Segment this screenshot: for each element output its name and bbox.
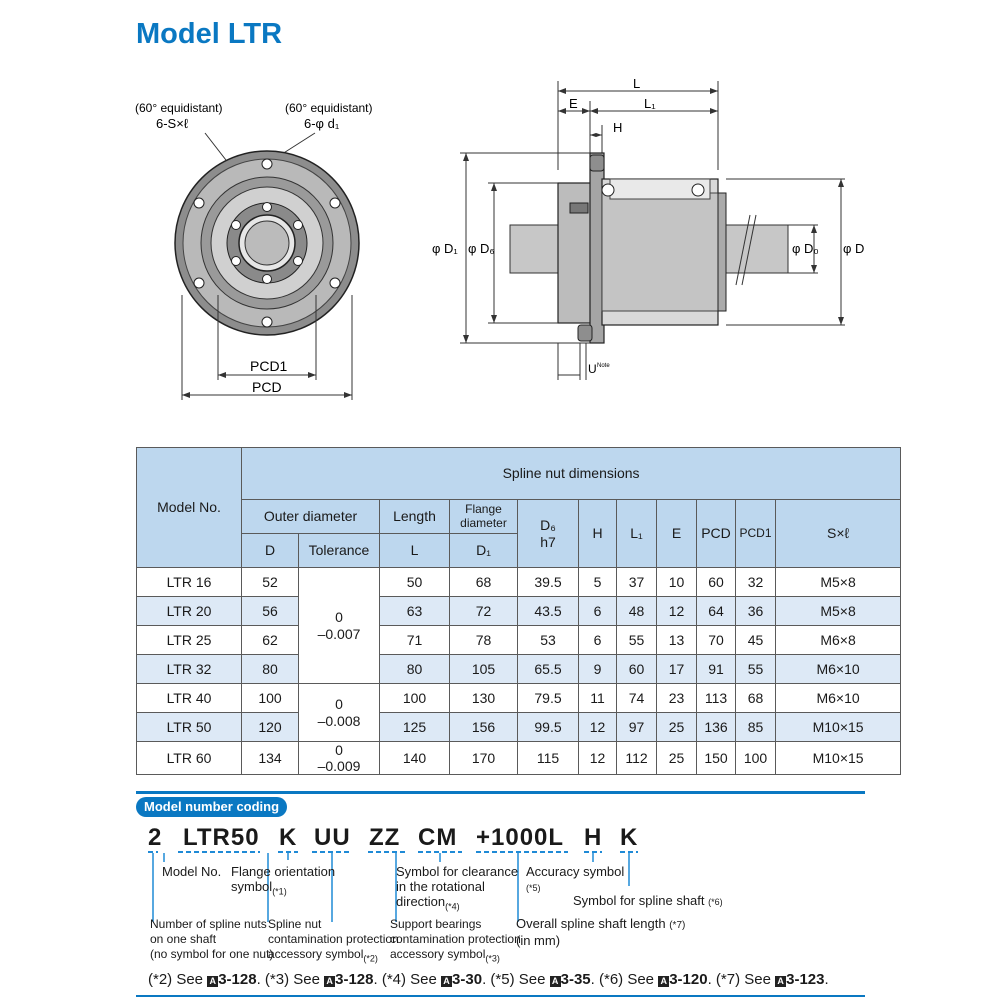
caption-num-line2: on one shaft bbox=[150, 932, 217, 946]
cell-d1: 105 bbox=[450, 655, 518, 684]
cell-e: 23 bbox=[657, 684, 697, 713]
header-d6-h7 bbox=[518, 500, 579, 568]
cell-l1: 55 bbox=[617, 626, 657, 655]
caption-clear-line1: Symbol for clearance bbox=[396, 864, 519, 879]
header-d6: D₆ bbox=[540, 517, 556, 534]
table-row bbox=[137, 626, 901, 655]
cell-d6: 53 bbox=[518, 626, 579, 655]
front-label-left-2: 6-S×ℓ bbox=[156, 116, 189, 131]
table-row bbox=[137, 655, 901, 684]
footnote-sep: . bbox=[707, 971, 716, 988]
caption-clearance bbox=[396, 864, 518, 915]
footnote-page-link[interactable]: 3-30 bbox=[452, 971, 483, 988]
cell-l: 71 bbox=[380, 626, 450, 655]
cell-h: 6 bbox=[579, 626, 617, 655]
cell-h: 5 bbox=[579, 568, 617, 597]
footnote-page-link[interactable]: 3-128 bbox=[335, 971, 374, 988]
caption-flange-ref: (*1) bbox=[272, 886, 287, 897]
header-length: Length bbox=[380, 500, 450, 534]
caption-len-line1: Overall spline shaft length bbox=[516, 916, 666, 931]
cell-l1: 97 bbox=[617, 713, 657, 742]
caption-flange-orientation bbox=[231, 864, 335, 900]
cell-d: 80 bbox=[242, 655, 299, 684]
cell-pcd: 113 bbox=[697, 684, 736, 713]
front-label-right-1: (60° equidistant) bbox=[285, 101, 373, 115]
header-outer-diameter: Outer diameter bbox=[242, 500, 380, 534]
caption-len-ref: (*7) bbox=[669, 920, 686, 931]
bottom-divider bbox=[136, 995, 865, 997]
caption-cont-line2: contamination protection bbox=[268, 932, 399, 946]
cell-sxl: M6×10 bbox=[776, 684, 901, 713]
cell-d6: 79.5 bbox=[518, 684, 579, 713]
cell-model: LTR 16 bbox=[137, 568, 242, 597]
cell-pcd: 64 bbox=[697, 597, 736, 626]
cell-d6: 115 bbox=[518, 742, 579, 775]
front-label-left-1: (60° equidistant) bbox=[135, 101, 223, 115]
caption-shaft-ref: (*6) bbox=[708, 897, 723, 907]
cell-l: 80 bbox=[380, 655, 450, 684]
code-segment: H bbox=[584, 824, 603, 851]
footnote-sep: . bbox=[824, 971, 829, 988]
caption-sup-line3: accessory symbol bbox=[390, 947, 486, 961]
page-title: Model LTR bbox=[136, 18, 283, 50]
cell-sxl: M10×15 bbox=[776, 742, 901, 775]
header-h7: h7 bbox=[540, 533, 556, 550]
caption-shaft-length bbox=[516, 916, 685, 948]
cell-l1: 74 bbox=[617, 684, 657, 713]
cell-sxl: M6×8 bbox=[776, 626, 901, 655]
cell-l1: 37 bbox=[617, 568, 657, 597]
caption-accuracy bbox=[526, 864, 624, 896]
front-label-right-2: 6-φ d₁ bbox=[304, 116, 340, 131]
caption-shaft-symbol bbox=[573, 893, 723, 910]
cell-d: 56 bbox=[242, 597, 299, 626]
header-e: E bbox=[657, 500, 697, 568]
catalog-a-icon: A bbox=[658, 976, 669, 987]
cell-l: 100 bbox=[380, 684, 450, 713]
cell-d1: 170 bbox=[450, 742, 518, 775]
cell-l: 140 bbox=[380, 742, 450, 775]
cell-h: 6 bbox=[579, 597, 617, 626]
caption-clear-line3: direction bbox=[396, 894, 446, 909]
caption-clear-line2: in the rotational bbox=[396, 879, 485, 894]
dim-H: H bbox=[613, 120, 623, 135]
caption-acc-ref: (*5) bbox=[526, 883, 541, 893]
cell-pcd1: 45 bbox=[736, 626, 776, 655]
table-body bbox=[137, 568, 901, 775]
cell-h: 11 bbox=[579, 684, 617, 713]
caption-sup-line1: Support bearings bbox=[390, 917, 482, 931]
cell-l1: 48 bbox=[617, 597, 657, 626]
caption-number-of-nuts bbox=[150, 917, 273, 962]
catalog-a-icon: A bbox=[324, 976, 335, 987]
caption-cont-line3: accessory symbol bbox=[268, 947, 364, 961]
footnote-ref: (*3) See bbox=[264, 971, 325, 988]
cell-pcd1: 36 bbox=[736, 597, 776, 626]
cell-pcd: 70 bbox=[697, 626, 736, 655]
footnote-ref: (*6) See bbox=[599, 971, 659, 988]
tolerance-lower: –0.008 bbox=[317, 712, 361, 729]
cell-sxl: M10×15 bbox=[776, 713, 901, 742]
footnote-page-link[interactable]: 3-128 bbox=[218, 971, 257, 988]
header-h: H bbox=[579, 500, 617, 568]
cell-e: 17 bbox=[657, 655, 697, 684]
tolerance-upper: 0 bbox=[335, 609, 343, 626]
cell-d6: 39.5 bbox=[518, 568, 579, 597]
caption-clear-ref: (*4) bbox=[445, 901, 460, 912]
footnote-page-link[interactable]: 3-35 bbox=[560, 971, 591, 988]
footnote-sep: . bbox=[590, 971, 599, 988]
header-flange-diameter: Flange diameter bbox=[450, 500, 518, 534]
table-row bbox=[137, 713, 901, 742]
cell-e: 25 bbox=[657, 742, 697, 775]
code-segment: +1000L bbox=[476, 824, 565, 851]
caption-model-no: Model No. bbox=[162, 864, 222, 879]
spline-nut-dimension-table bbox=[136, 447, 901, 775]
header-pcd1: PCD1 bbox=[736, 500, 776, 568]
cell-model: LTR 25 bbox=[137, 626, 242, 655]
cell-d1: 68 bbox=[450, 568, 518, 597]
caption-acc-line1: Accuracy symbol bbox=[526, 864, 625, 879]
cell-model: LTR 40 bbox=[137, 684, 242, 713]
cell-e: 25 bbox=[657, 713, 697, 742]
caption-support-bearings bbox=[390, 917, 521, 966]
cell-d1: 130 bbox=[450, 684, 518, 713]
cell-pcd: 91 bbox=[697, 655, 736, 684]
caption-num-line1: Number of spline nuts bbox=[150, 917, 267, 931]
cell-model: LTR 50 bbox=[137, 713, 242, 742]
footnote-sep: . bbox=[256, 971, 265, 988]
dim-D1: φ D₁ bbox=[432, 241, 458, 256]
cell-pcd: 136 bbox=[697, 713, 736, 742]
footnote-sep: . bbox=[373, 971, 382, 988]
cell-l1: 60 bbox=[617, 655, 657, 684]
header-sxl: S×ℓ bbox=[776, 500, 901, 568]
tolerance-lower: –0.009 bbox=[317, 758, 361, 775]
dim-E: E bbox=[569, 96, 578, 111]
caption-flange-line1: Flange orientation bbox=[231, 864, 336, 879]
cell-pcd: 60 bbox=[697, 568, 736, 597]
cell-model: LTR 20 bbox=[137, 597, 242, 626]
dim-D: φ D bbox=[843, 241, 865, 256]
cell-d: 134 bbox=[242, 742, 299, 775]
footnote-ref: (*7) See bbox=[715, 971, 776, 988]
code-segment: ZZ bbox=[369, 824, 401, 851]
cell-h: 12 bbox=[579, 742, 617, 775]
cell-h: 12 bbox=[579, 713, 617, 742]
code-segment: K bbox=[279, 824, 298, 851]
cell-d1: 72 bbox=[450, 597, 518, 626]
footnote-ref: (*4) See bbox=[381, 971, 442, 988]
side-view-drawing bbox=[430, 75, 870, 385]
cell-pcd1: 68 bbox=[736, 684, 776, 713]
dim-D6: φ D₆ bbox=[468, 241, 495, 256]
cell-tolerance bbox=[299, 684, 380, 742]
tolerance-lower: –0.007 bbox=[317, 625, 361, 642]
code-segment: UU bbox=[314, 824, 351, 851]
footnote-references bbox=[148, 971, 829, 988]
footnote-page-link[interactable]: 3-120 bbox=[669, 971, 708, 988]
cell-e: 10 bbox=[657, 568, 697, 597]
caption-cont-line1: Spline nut bbox=[268, 917, 322, 931]
dim-U-note: Note bbox=[597, 363, 610, 369]
cell-l: 63 bbox=[380, 597, 450, 626]
cell-d: 62 bbox=[242, 626, 299, 655]
cell-e: 12 bbox=[657, 597, 697, 626]
cell-h: 9 bbox=[579, 655, 617, 684]
cell-model: LTR 32 bbox=[137, 655, 242, 684]
dim-D0: φ D₀ bbox=[792, 241, 819, 256]
caption-flange-line2: symbol bbox=[231, 879, 273, 894]
cell-pcd1: 100 bbox=[736, 742, 776, 775]
code-segment: LTR50 bbox=[183, 824, 260, 851]
header-tolerance: Tolerance bbox=[299, 534, 380, 568]
code-segment: CM bbox=[418, 824, 458, 851]
code-segment: K bbox=[620, 824, 639, 851]
header-l1: L₁ bbox=[617, 500, 657, 568]
footnote-ref: (*2) See bbox=[148, 971, 208, 988]
cell-sxl: M5×8 bbox=[776, 568, 901, 597]
cell-tolerance bbox=[299, 742, 380, 775]
catalog-a-icon: A bbox=[550, 976, 561, 987]
cell-pcd: 150 bbox=[697, 742, 736, 775]
catalog-a-icon: A bbox=[775, 976, 786, 987]
header-d: D bbox=[242, 534, 299, 568]
table-row bbox=[137, 742, 901, 775]
caption-sup-ref: (*3) bbox=[485, 953, 500, 964]
caption-cont-ref: (*2) bbox=[363, 953, 378, 964]
header-spline-nut-dimensions: Spline nut dimensions bbox=[242, 448, 901, 500]
header-d1: D₁ bbox=[450, 534, 518, 568]
cell-d: 52 bbox=[242, 568, 299, 597]
cell-d6: 43.5 bbox=[518, 597, 579, 626]
dim-L: L bbox=[633, 76, 641, 91]
header-l: L bbox=[380, 534, 450, 568]
cell-d1: 78 bbox=[450, 626, 518, 655]
coding-badge: Model number coding bbox=[136, 797, 287, 817]
pcd1-label: PCD1 bbox=[250, 358, 288, 374]
cell-e: 13 bbox=[657, 626, 697, 655]
tolerance-upper: 0 bbox=[335, 696, 343, 713]
cell-pcd1: 32 bbox=[736, 568, 776, 597]
dim-L1: L₁ bbox=[644, 96, 656, 111]
table-row bbox=[137, 597, 901, 626]
cell-l: 125 bbox=[380, 713, 450, 742]
front-view-drawing bbox=[130, 95, 390, 405]
cell-sxl: M5×8 bbox=[776, 597, 901, 626]
caption-shaft-sym: Symbol for spline shaft bbox=[573, 893, 705, 908]
header-pcd: PCD bbox=[697, 500, 736, 568]
footnote-page-link[interactable]: 3-123 bbox=[786, 971, 825, 988]
cell-d6: 65.5 bbox=[518, 655, 579, 684]
cell-d6: 99.5 bbox=[518, 713, 579, 742]
pcd-label: PCD bbox=[252, 379, 282, 395]
catalog-a-icon: A bbox=[441, 976, 452, 987]
cell-l1: 112 bbox=[617, 742, 657, 775]
caption-sup-line2: contamination protection bbox=[390, 932, 521, 946]
catalog-a-icon: A bbox=[207, 976, 218, 987]
coding-divider bbox=[136, 791, 865, 794]
table-row bbox=[137, 568, 901, 597]
table-row bbox=[137, 684, 901, 713]
caption-contamination bbox=[268, 917, 399, 966]
cell-model: LTR 60 bbox=[137, 742, 242, 775]
cell-d: 100 bbox=[242, 684, 299, 713]
code-segment: 2 bbox=[148, 824, 163, 851]
caption-len-line2: (in mm) bbox=[516, 933, 561, 948]
footnote-sep: . bbox=[482, 971, 491, 988]
cell-tolerance bbox=[299, 568, 380, 684]
cell-d1: 156 bbox=[450, 713, 518, 742]
cell-l: 50 bbox=[380, 568, 450, 597]
header-model-no: Model No. bbox=[137, 448, 242, 568]
tolerance-upper: 0 bbox=[335, 742, 343, 758]
cell-pcd1: 85 bbox=[736, 713, 776, 742]
dim-U: U bbox=[588, 362, 597, 376]
cell-d: 120 bbox=[242, 713, 299, 742]
cell-sxl: M6×10 bbox=[776, 655, 901, 684]
footnote-ref: (*5) See bbox=[490, 971, 550, 988]
caption-num-line3: (no symbol for one nut) bbox=[150, 947, 274, 961]
cell-pcd1: 55 bbox=[736, 655, 776, 684]
